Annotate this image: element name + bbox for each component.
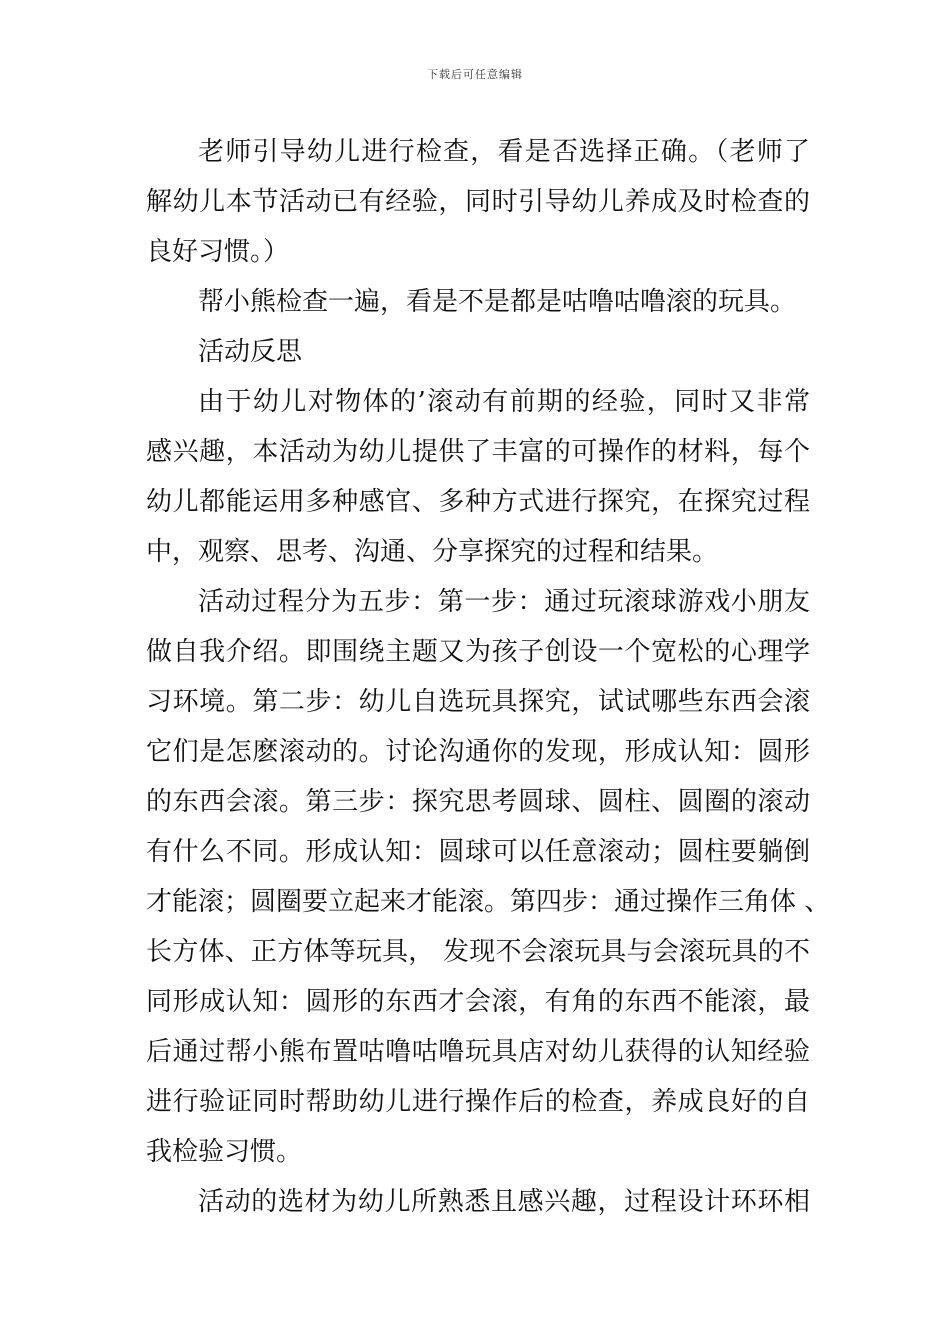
text-line: 感兴趣，本活动为幼儿提供了丰富的可操作的材料，每个 — [146, 437, 810, 467]
text-line: 习环境。第二步：幼儿自选玩具探究，试试哪些东西会滚 — [146, 687, 810, 717]
section-heading: 活动反思 — [198, 337, 303, 367]
text-line: 中，观察、思考、沟通、分享探究的过程和结果。 — [146, 537, 719, 567]
text-line: 做自我介绍。即围绕主题又为孩子创设一个宽松的心理学 — [146, 637, 810, 667]
text-line: 帮小熊检查一遍，看是不是都是咕噜咕噜滚的玩具。 — [198, 287, 797, 317]
text-line: 的东西会滚。第三步：探究思考圆球、圆柱、圆圈的滚动 — [146, 787, 810, 817]
text-line: 解幼儿本节活动已有经验，同时引导幼儿养成及时检查的 — [146, 187, 810, 217]
text-line: 良好习惯。） — [146, 237, 290, 267]
text-line: 我检验习惯。 — [146, 1137, 303, 1167]
text-line: 活动过程分为五步：第一步：通过玩滚球游戏小朋友 — [198, 587, 810, 617]
text-line: 它们是怎麽滚动的。讨论沟通你的发现，形成认知：圆形 — [146, 737, 810, 767]
text-line: 幼儿都能运用多种感官、多种方式进行探究，在探究过程 — [146, 487, 810, 517]
text-line: 由于幼儿对物体的’滚动有前期的经验，同时又非常 — [198, 387, 810, 417]
document-body — [146, 127, 831, 1227]
text-line: 活动的选材为幼儿所熟悉且感兴趣，过程设计环环相 — [198, 1187, 810, 1217]
text-line: 老师引导幼儿进行检查，看是否选择正确。（老师了 — [198, 137, 810, 167]
page-header-note: 下载后可任意编辑 — [427, 68, 523, 81]
text-line: 后通过帮小熊布置咕噜咕噜玩具店对幼儿获得的认知经验 — [146, 1037, 810, 1067]
text-line: 才能滚；圆圈要立起来才能滚。第四步：通过操作三角体 、 — [146, 887, 831, 917]
text-line: 进行验证同时帮助幼儿进行操作后的检查，养成良好的自 — [146, 1087, 810, 1117]
text-line: 同形成认知：圆形的东西才会滚，有角的东西不能滚，最 — [146, 987, 810, 1017]
text-line: 有什么不同。形成认知：圆球可以任意滚动；圆柱要躺倒 — [146, 837, 810, 867]
text-line: 长方体、正方体等玩具， 发现不会滚玩具与会滚玩具的不 — [146, 937, 810, 967]
